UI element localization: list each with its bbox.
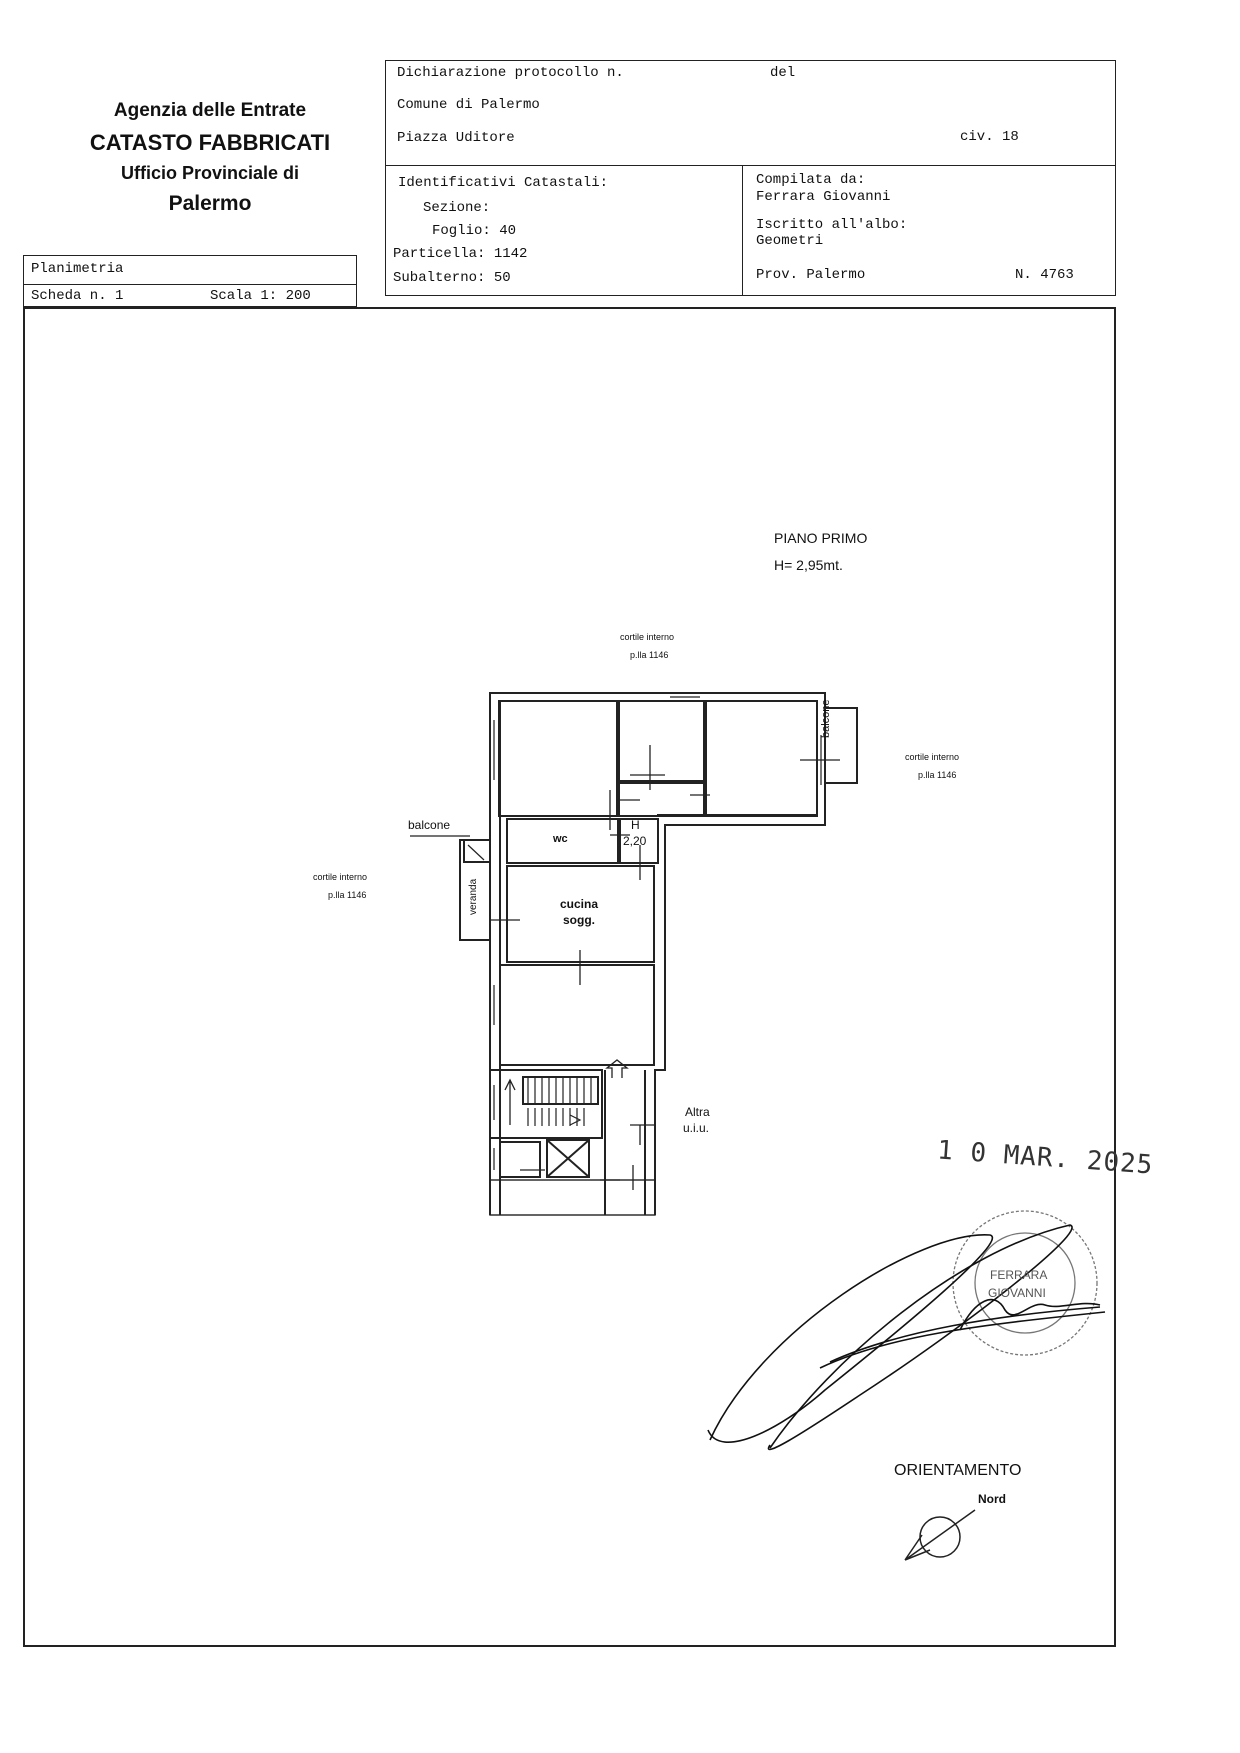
agency-line-3: Ufficio Provinciale di: [120, 163, 300, 183]
north-arrow-icon: [905, 1510, 975, 1560]
del-label: del: [770, 65, 796, 81]
cortile-top-2: p.lla 1146: [630, 650, 669, 660]
agency-line-4: Palermo: [168, 192, 252, 215]
veranda: veranda: [468, 878, 479, 915]
particella: Particella: 1142: [393, 246, 528, 262]
prov: Prov. Palermo: [756, 267, 866, 283]
agency-line-1: Agenzia delle Entrate: [113, 100, 307, 121]
balcone-left: balcone: [408, 818, 451, 832]
albo-label: Iscritto all'albo:: [756, 217, 908, 233]
foglio: Foglio: 40: [432, 223, 517, 239]
orientamento-title: ORIENTAMENTO: [894, 1462, 1022, 1479]
dichiarazione-label: Dichiarazione protocollo n.: [397, 65, 624, 81]
signature-icon: [708, 1225, 1105, 1449]
cucina-label: cucina: [560, 897, 599, 911]
balcone-right: balcone: [820, 699, 832, 738]
piano-primo: PIANO PRIMO: [774, 530, 868, 546]
sogg-label: sogg.: [563, 913, 595, 927]
nord-label: Nord: [978, 1492, 1006, 1506]
subalterno: Subalterno: 50: [393, 270, 511, 286]
indirizzo: Piazza Uditore: [397, 130, 515, 146]
seal-text-2: GIOVANNI: [988, 1286, 1046, 1300]
planimetria-label: Planimetria: [31, 261, 124, 277]
scheda-number: Scheda n. 1: [31, 288, 124, 304]
compilata-name: Ferrara Giovanni: [756, 189, 891, 205]
cortile-top-1: cortile interno: [620, 632, 675, 642]
wc-label: wc: [553, 833, 568, 845]
uiu-label: u.i.u.: [683, 1121, 710, 1135]
seal-text-1: FERRARA: [990, 1268, 1048, 1282]
albo: Geometri: [756, 233, 824, 249]
scala: Scala 1: 200: [210, 288, 311, 304]
cortile-left-1: cortile interno: [313, 872, 368, 882]
altezza: H= 2,95mt.: [774, 557, 843, 573]
cortile-left-2: p.lla 1146: [328, 890, 367, 900]
date-stamp: 1 0 MAR. 2025: [936, 1135, 1155, 1181]
seal-stamp-icon: [953, 1211, 1097, 1355]
cortile-right-1: cortile interno: [905, 752, 960, 762]
identificativi-title: Identificativi Catastali:: [398, 175, 609, 191]
h-value: 2,20: [623, 834, 647, 848]
agency-line-2: CATASTO FABBRICATI: [89, 130, 331, 155]
civico: civ. 18: [960, 129, 1019, 145]
sezione: Sezione:: [423, 200, 491, 216]
cortile-right-2: p.lla 1146: [918, 770, 957, 780]
altra-label: Altra: [685, 1105, 710, 1119]
comune: Comune di Palermo: [397, 97, 540, 113]
h-label: H: [631, 818, 640, 832]
compilata-label: Compilata da:: [756, 172, 866, 188]
numero: N. 4763: [1015, 267, 1074, 283]
